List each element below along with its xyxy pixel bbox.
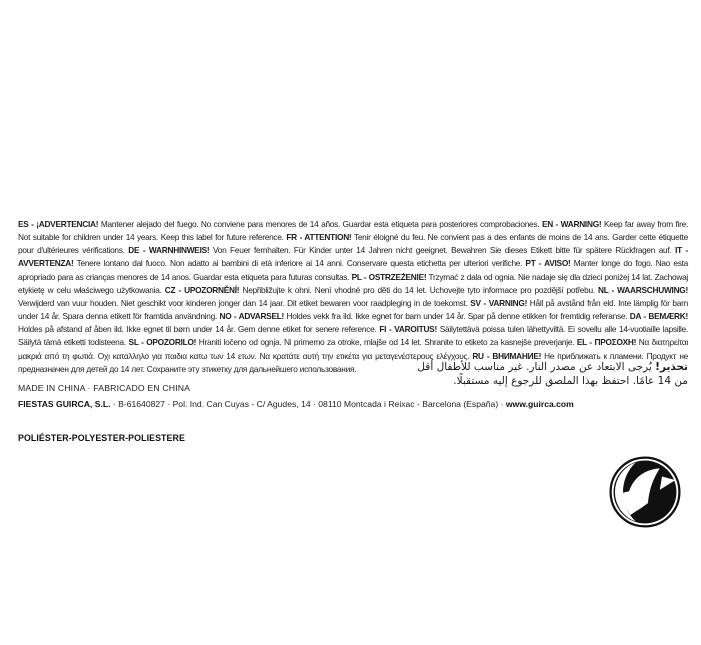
multilingual-warning-text: ES - ¡ADVERTENCIA! Mantener alejado del fuego. No conviene para menores de 14 años. Guardar esta etiqueta para posteriores comprobaciones. EN - WARNING! Keep far away from fire. Not suitable for children under 14 years. Keep this label for future reference. FR - ATTENTION! Tenir éloigné du feu. Ne convient pas a des enfants de moins de 14 ans. Garder cette étiquette pour d'ultérieures vérifications. DE - WARNHINWEIS! Von Feuer fernhalten. Für Kinder unter 14 Jahren nicht geeignet. Bewahren Sie dieses Etikett bitte für spätere Rückfragen auf. IT - AVVERTENZA! Tenere lontano dal fuoco. Non adatto ai bambini di età inferiore ai 14 anni. Conservare questa etichetta per ulteriori verifiche. PT - AVISO! Manter longe do fogo. Nao esta apropriado para as crianças menores de 14 anos. Guardar esta etiqueta para futuras consultas. PL - OSTRZEŻENIE! Trzymać z dala od ognia. Nie nadaje się dla dzieci poniżej 14 lat. Zachowaj etykietę w celu właściwego użytkowania. CZ - UPOZORNĚNÍ! Nepřibližujte k ohni. Není vhodné pro děti do 14 let. Uchovejte tyto informace pro pozdější potřebu. NL - WAARSCHUWING! Verwijderd van vuur houden. Niet geschikt voor kinderen jonger dan 14 jaar. Dit etiket bewaren voor raadpleging in de toekomst. SV - VARNING! Håll på avstånd från eld. Inte lämplig för barn under 14 år. Spara denna etikett för framtida användning. NO - ADVARSEL! Holdes vekk fra ild. Ikke egnet for barn under 14 år. Spar på denne etikken for fremtidig referanse. DA - BEMÆRK! Holdes på afstand af åben ild. Ikke egnet til børn under 14 år. Gem denne etiket for senere reference. FI - VAROITUS! Säilytettävä poissa tulen lähettyviltä. Ei sovellu alle 14-vuotiaille lapsille. Säilytä tämä etiketti todisteena. SL - OPOZORILO! Hraniti ločeno od ognja. Ni primemo za otroke, mlajše od 14 let. Shranite to etiketo za kasnejše preverjanje. EL - ΠΡΟΣΟΧΗ! Να διατηρείται μακριά από τη φωτιά. Οχι καταλληλο για παιδια κατω των 14 ετων. Να κρατάτε αυτή την ετικέτα για μεταγενέστερους ελέγχους. RU - ВНИМАНИЕ! Не приближать к пламени. Продукт не предназначен для детей до 14 лет. Сохраните эту этикетку для дальнейшего использования.	[18, 219, 689, 374]
arabic-warning-label: تحذير!	[655, 361, 688, 373]
company-address-line	[18, 399, 574, 409]
made-in-line: MADE IN CHINA · FABRICADO EN CHINA	[18, 383, 191, 393]
arabic-warning-text	[388, 361, 688, 388]
arabic-warning-line-1: تحذير! يُرجى الابتعاد عن مصدر النار. غير مناسب للأطفال أقل	[417, 361, 688, 373]
company-address: · B-61640827 · Pol. Ind. Can Cuyas - C/ Agudes, 14 · 08110 Montcada i Reixac - Barcelona (España) ·	[110, 399, 506, 409]
website-text: www.guirca.com	[505, 399, 574, 409]
material-composition-line: POLIÉSTER-POLYESTER-POLIESTERE	[18, 433, 185, 443]
green-dot-recycling-icon	[608, 455, 682, 529]
company-name: FIESTAS GUIRCA, S.L.	[18, 399, 111, 409]
label-content	[18, 218, 688, 538]
arabic-warning-line-2: من 14 عامًا. احتفظ بهذا الملصق للرجوع إليه مستقبلًا.	[453, 374, 688, 387]
